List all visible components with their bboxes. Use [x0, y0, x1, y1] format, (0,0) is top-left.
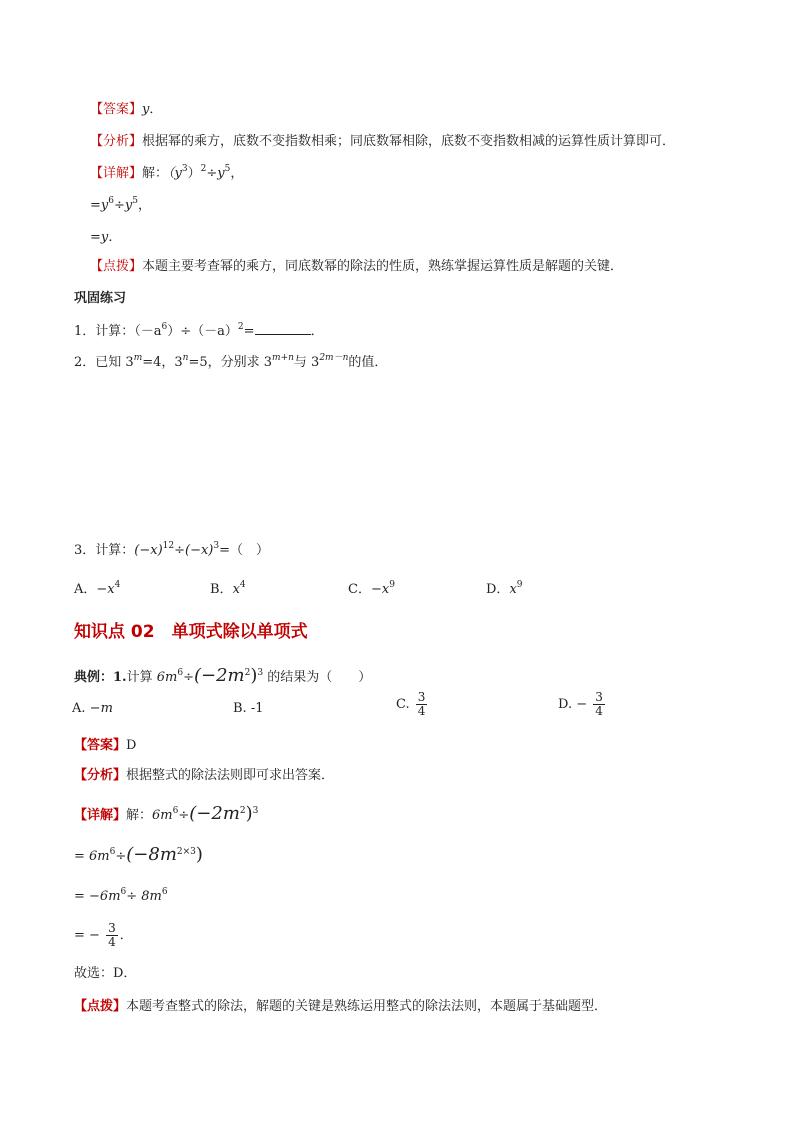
example-analysis: 【分析】根据整式的除法法则即可求出答案．	[74, 768, 335, 783]
detail-tag: 【详解】	[90, 166, 143, 181]
analysis-line	[90, 133, 675, 151]
example-option-b[interactable]: B. -1	[233, 701, 264, 716]
fraction: $\frac{3}{4}$	[595, 690, 603, 718]
example-option-d[interactable]: D. − $\frac{3}{4}$	[558, 690, 603, 718]
q3-option-a[interactable]: A．$-x^4$	[74, 580, 121, 597]
answer-blank[interactable]	[255, 322, 311, 335]
q3-option-c[interactable]: C．$-x^9$	[348, 580, 395, 597]
answer-value: y	[142, 102, 150, 117]
q3-option-b[interactable]: B．$x^4$	[210, 580, 246, 597]
answer-tag: 【答案】	[90, 102, 143, 117]
example-detail-3: = $-6m^6\div 8m^6$	[74, 887, 168, 904]
analysis-tag: 【分析】	[90, 134, 143, 149]
example-detail-1: 【详解】解：$6m^6\div(-2m^2)^3$	[74, 803, 259, 824]
tip-line	[90, 258, 623, 276]
detail-line-1: 【详解】解：$(y^3)^2\div y^5$，	[90, 164, 244, 181]
example-option-a[interactable]: A. −m	[72, 701, 113, 716]
tip-text: 本题主要考查幂的乘方，同底数幂的除法的性质，熟练掌握运算性质是解题的关键．	[142, 259, 624, 274]
section-heading: 知识点 02 单项式除以单项式	[74, 622, 308, 642]
example-question: 典例：1.计算 $6m^6\div(-2m^2)^3$ 的结果为（ ）	[74, 665, 372, 686]
example-detail-2: = $6m^6\div(-8m^{2\times 3})$	[74, 844, 203, 865]
example-option-c[interactable]: C. $\frac{3}{4}$	[396, 690, 426, 718]
analysis-text: 根据幂的乘方，底数不变指数相乘；同底数幂相除，底数不变指数相减的运算性质计算即可．	[142, 134, 676, 149]
example-choose: 故选：D．	[74, 966, 137, 981]
answer-line: 【答案】y．	[90, 102, 163, 117]
q3-option-d[interactable]: D．$x^9$	[486, 580, 523, 597]
tip-tag: 【点拨】	[90, 259, 143, 274]
detail-line-3: =y．	[90, 230, 122, 245]
example-answer: 【答案】D	[74, 738, 137, 753]
fraction: $\frac{3}{4}$	[417, 690, 426, 718]
fraction: $\frac{3}{4}$	[108, 921, 116, 949]
practice-title: 巩固练习	[74, 291, 127, 306]
example-detail-4: = − $\frac{3}{4}$ ．	[74, 921, 133, 949]
example-tip: 【点拨】本题考查整式的除法，解题的关键是熟练运用整式的除法法则，本题属于基础题型．	[74, 999, 608, 1014]
detail-line-2: $=y^6\div y^5$，	[90, 196, 151, 213]
practice-q1: 1．计算：$(-a^6)\div(-a)^2=$ ．	[74, 322, 324, 339]
practice-q2: 2．已知 $3^m=4$，$3^n=5$，分别求 $3^{m+n}$与 $3^{2m-n}$的值．	[74, 353, 388, 370]
practice-q3: 3．计算：$(-x)^{12}\div(-x)^3=$（ ）	[74, 541, 270, 558]
